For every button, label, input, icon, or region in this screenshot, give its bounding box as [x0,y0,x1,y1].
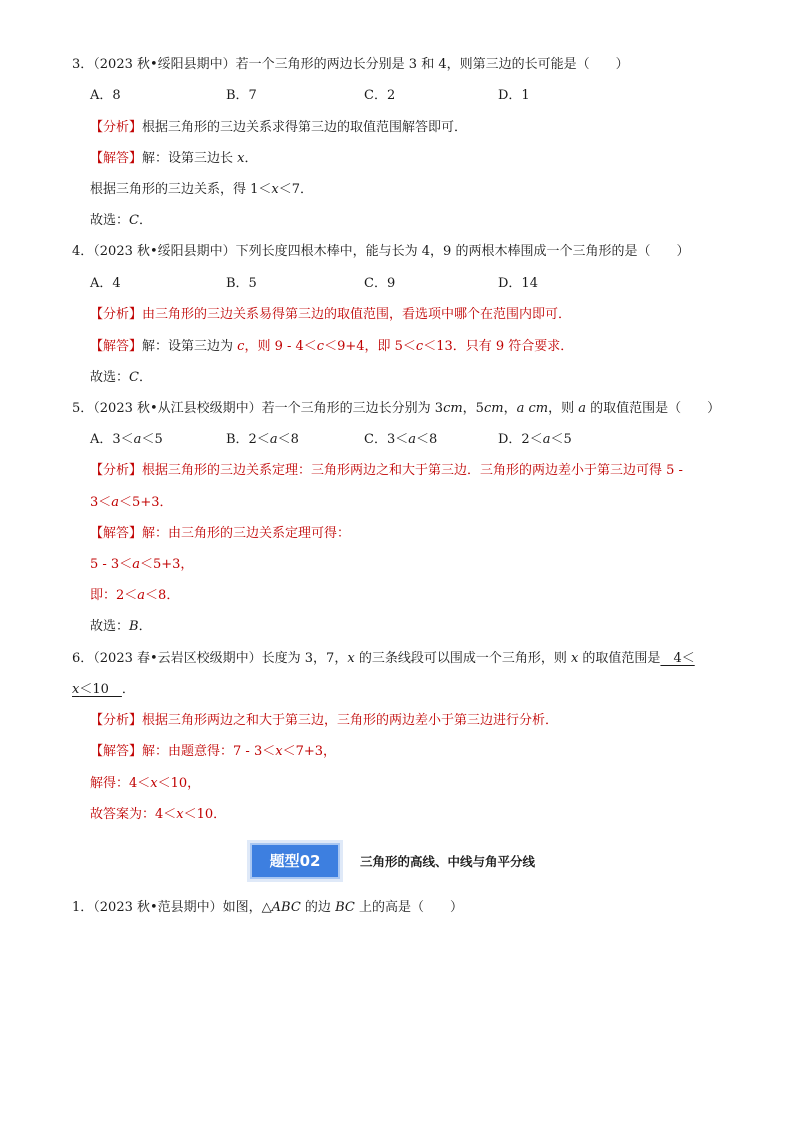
q3-option-c: C．2 [364,88,396,103]
stem-text: ，5 [462,401,484,416]
analysis-text: 根据三角形两边之和大于第三边，三角形的两边差小于第三边进行分析． [142,713,559,728]
answer-text: ＜13．只有 9 符合要求． [423,339,574,354]
q4-option-d: D．14 [498,276,538,291]
option-text: ＜8 [277,432,299,447]
q1-stem [72,899,463,917]
q3-stem: 3．（2023 秋•绥阳县期中）若一个三角形的两边长分别是 3 和 4，则第三边的长可能是（ ） [72,57,629,72]
q5-stem [72,400,720,418]
answer-blank: 4＜ [660,651,695,666]
step-text: ＜10． [183,807,227,822]
math-var: a [542,432,551,447]
step-text: ＜5+3， [139,557,194,572]
step-text: ＜8． [145,588,180,603]
choose-text: 故选： [90,619,130,634]
q5-analysis [90,462,683,480]
answer-text: ＜7+3， [282,744,336,759]
q6-answer [90,743,336,761]
choose-text: 故选： [90,213,130,228]
relation-text: 根据三角形的三边关系，得 1＜ [90,182,272,197]
math-var: a [578,401,586,416]
analysis-tag: 【分析】 [90,120,143,135]
math-var: BC [335,900,355,915]
q5-option-b [226,431,299,449]
q3-choose [90,212,152,230]
choose-text: 故选： [90,370,130,385]
q6-solve [90,775,200,793]
answer-text: 解：设第三边长 [142,151,238,166]
math-var: x [271,182,279,197]
unit: cm [443,401,463,416]
q5-choose [90,618,152,636]
option-text: B．2＜ [226,432,270,447]
option-text: A．3＜ [90,432,134,447]
q4-option-c: C．9 [364,276,396,291]
answer-tag: 【解答】 [90,151,143,166]
q5-option-d [498,431,572,449]
section-badge: 题型02 [250,843,340,879]
analysis-tag: 【分析】 [90,307,143,322]
punct: ． [138,213,152,228]
math-var: a [132,557,140,572]
q3-option-d: D．1 [498,88,530,103]
step-text: 解得：4＜ [90,776,151,791]
answer-tag: 【解答】 [90,339,143,354]
analysis-text: 根据三角形的三边关系求得第三边的取值范围解答即可． [142,120,468,135]
punct: ． [138,370,152,385]
choose-value: C [129,370,139,385]
option-text: D．2＜ [498,432,543,447]
q3-relation [90,181,313,199]
q3-answer [90,150,258,168]
q3-option-b: B．7 [226,88,257,103]
unit: cm [528,401,549,416]
analysis-text: 3＜ [90,495,112,510]
math-var: a [269,432,278,447]
q4-analysis [90,306,571,324]
answer-blank: ＜10 [79,682,122,697]
q5-option-a [90,431,163,449]
q3-analysis [90,119,467,137]
step-text: 即：2＜ [90,588,138,603]
math-var: x [237,151,245,166]
q6-final [90,806,226,824]
stem-text: ，则 [548,401,579,416]
math-var: x [275,744,283,759]
option-text: C．3＜ [364,432,409,447]
answer-tag: 【解答】 [90,744,143,759]
option-text: ＜8 [415,432,438,447]
math-var: a [408,432,416,447]
q5-step2 [90,587,179,605]
choose-value: C [129,213,139,228]
analysis-text: ＜5+3． [119,495,173,510]
analysis-text: 由三角形的三边关系易得第三边的取值范围，看选项中哪个在范围内即可． [142,307,572,322]
math-var: a [137,588,146,603]
option-text: ＜5 [550,432,572,447]
math-var: x [176,807,184,822]
stem-text: 6．（2023 春•云岩区校级期中）长度为 3，7， [72,651,348,666]
step-text: 故答案为：4＜ [90,807,177,822]
q4-answer [90,338,573,356]
math-var: a [111,495,120,510]
stem-text: 的边 [300,900,336,915]
q4-option-a: A．4 [90,276,121,291]
analysis-tag: 【分析】 [90,463,143,478]
math-var: x [570,651,579,666]
math-var: ABC [271,900,301,915]
stem-text: 的取值范围是 [578,651,661,666]
q4-stem: 4．（2023 秋•绥阳县期中）下列长度四根木棒中，能与长为 4，9 的两根木棒围成一个三角形的是（ ） [72,244,690,259]
answer-text: ＜9+4，即 5＜ [324,339,416,354]
punct: ． [138,619,152,634]
q5-step1 [90,556,193,574]
choose-value: B [129,619,139,634]
stem-text: 1．（2023 秋•范县期中）如图，△ [72,900,272,915]
q6-analysis [90,712,558,730]
answer-tag: 【解答】 [90,526,143,541]
stem-text: 5．（2023 秋•从江县校级期中）若一个三角形的三边长分别为 3 [72,401,444,416]
analysis-tag: 【分析】 [90,713,143,728]
relation-text: ＜7． [278,182,314,197]
analysis-text: 根据三角形的三边关系定理：三角形两边之和大于第三边．三角形的两边差小于第三边可得 5 - [142,463,683,478]
answer-text: ，则 9 - 4＜ [244,339,317,354]
stem-text: 上的高是（ ） [354,900,463,915]
q4-option-b: B．5 [226,276,257,291]
stem-text: ， [503,401,517,416]
stem-text: 的取值范围是（ ） [586,401,721,416]
math-var: a [516,401,525,416]
punct: ． [121,682,135,697]
q5-option-c [364,431,437,449]
q5-answer [90,525,350,543]
math-var: c [316,339,325,354]
punct: ． [244,151,258,166]
q4-choose [90,369,152,387]
q6-stem-cont [72,681,135,699]
section-title: 三角形的高线、中线与角平分线 [360,854,536,869]
answer-text: 解：设第三边为 [142,339,238,354]
stem-text: 的三条线段可以围成一个三角形，则 [354,651,571,666]
q5-analysis-cont [90,494,172,512]
option-text: ＜5 [141,432,163,447]
math-var: a [133,432,142,447]
step-text: ＜10， [157,776,201,791]
math-var: c [415,339,424,354]
q3-option-a: A．8 [90,88,121,103]
math-var: x [150,776,158,791]
answer-text: 解：由三角形的三边关系定理可得： [142,526,351,541]
math-var: x [72,682,80,697]
unit: cm [483,401,504,416]
q6-stem [72,650,695,668]
math-var: c [237,339,245,354]
answer-text: 解：由题意得：7 - 3＜ [142,744,276,759]
step-text: 5 - 3＜ [90,557,133,572]
math-var: x [347,651,355,666]
